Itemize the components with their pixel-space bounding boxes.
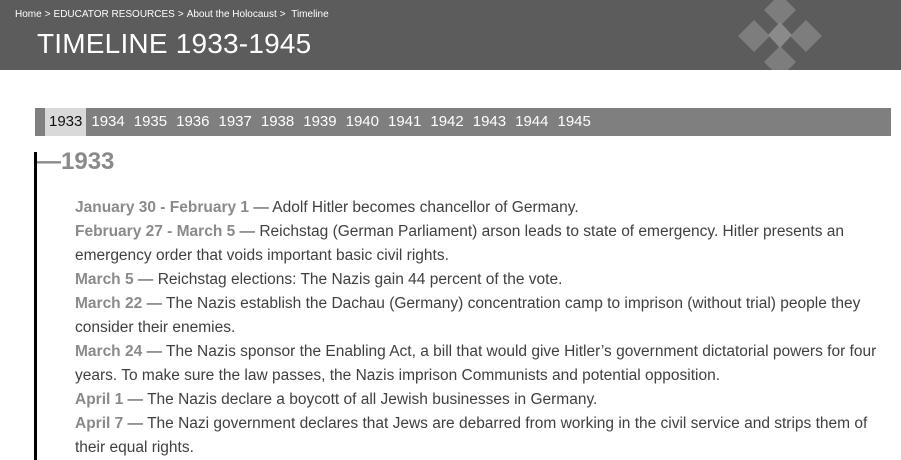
year-tab-1935[interactable]: 1935 — [133, 113, 168, 130]
event-list — [75, 196, 890, 460]
breadcrumb-separator: > — [279, 9, 286, 20]
timeline-event — [75, 220, 890, 268]
event-text: Adolf Hitler becomes chancellor of Germany. — [272, 199, 579, 216]
breadcrumb-educator-resources[interactable]: EDUCATOR RESOURCES — [53, 9, 175, 20]
event-dash: — — [235, 223, 260, 240]
breadcrumb-home[interactable]: Home — [15, 9, 42, 20]
timeline-event — [75, 268, 890, 292]
timeline-event — [75, 196, 890, 220]
year-tab-1938[interactable]: 1938 — [260, 113, 295, 130]
timeline-line — [34, 152, 37, 460]
event-date: April 7 — [75, 415, 124, 432]
event-text: The Nazis sponsor the Enabling Act, a bill that would give Hitler’s government dictatorial powers for four years. To make sure the law passes, the Nazis imprison Communists and potential opposition. — [75, 343, 877, 384]
timeline-event — [75, 388, 890, 412]
event-dash: — — [123, 415, 148, 432]
timeline-event — [75, 340, 890, 388]
event-date: March 5 — [75, 271, 134, 288]
event-text: The Nazis establish the Dachau (Germany) concentration camp to imprison (without trial) people they consider their enemies. — [75, 295, 861, 336]
event-dash: — — [123, 391, 148, 408]
event-date: January 30 - February 1 — [75, 199, 250, 216]
event-dash: — — [249, 199, 273, 216]
year-tab-1933[interactable]: 1933 — [45, 108, 86, 136]
event-date: February 27 - March 5 — [75, 223, 236, 240]
year-tab-1945[interactable]: 1945 — [557, 113, 591, 130]
year-tab-1942[interactable]: 1942 — [430, 113, 464, 130]
timeline-event — [75, 412, 890, 460]
year-tab-1941[interactable]: 1941 — [388, 113, 422, 130]
year-tab-1936[interactable]: 1936 — [176, 113, 210, 130]
event-dash: — — [133, 271, 158, 288]
breadcrumb-about-holocaust[interactable]: About the Holocaust — [186, 9, 277, 20]
breadcrumb-timeline: Timeline — [291, 9, 329, 20]
year-heading: —1933 — [37, 148, 115, 175]
event-text: The Nazis declare a boycott of all Jewish businesses in Germany. — [147, 391, 598, 408]
event-date: March 22 — [75, 295, 143, 312]
event-dash: — — [142, 295, 167, 312]
breadcrumb-separator: > — [177, 9, 184, 20]
timeline-event — [75, 292, 890, 340]
event-text: Reichstag (German Parliament) arson leads to state of emergency. Hitler presents an emergency order that voids important basic civil rights. — [75, 223, 845, 264]
page-header — [0, 0, 901, 70]
year-tab-1940[interactable]: 1940 — [345, 113, 379, 130]
year-tab-1934[interactable]: 1934 — [91, 113, 125, 130]
breadcrumb-separator: > — [44, 9, 51, 20]
logo-icon — [728, 0, 832, 70]
event-date: April 1 — [75, 391, 124, 408]
year-tab-list — [35, 108, 891, 136]
breadcrumb — [15, 9, 329, 20]
event-text: The Nazi government declares that Jews are debarred from working in the civil service and strips them of their equal rights. — [75, 415, 868, 456]
year-tab-1943[interactable]: 1943 — [472, 113, 507, 130]
event-text: Reichstag elections: The Nazis gain 44 percent of the vote. — [157, 271, 563, 288]
year-navigation — [35, 108, 891, 136]
year-tab-1944[interactable]: 1944 — [515, 113, 549, 130]
event-dash: — — [142, 343, 167, 360]
event-date: March 24 — [75, 343, 143, 360]
page-title: TIMELINE 1933-1945 — [37, 28, 312, 59]
year-tab-1939[interactable]: 1939 — [303, 113, 337, 130]
year-tab-1937[interactable]: 1937 — [218, 113, 252, 130]
